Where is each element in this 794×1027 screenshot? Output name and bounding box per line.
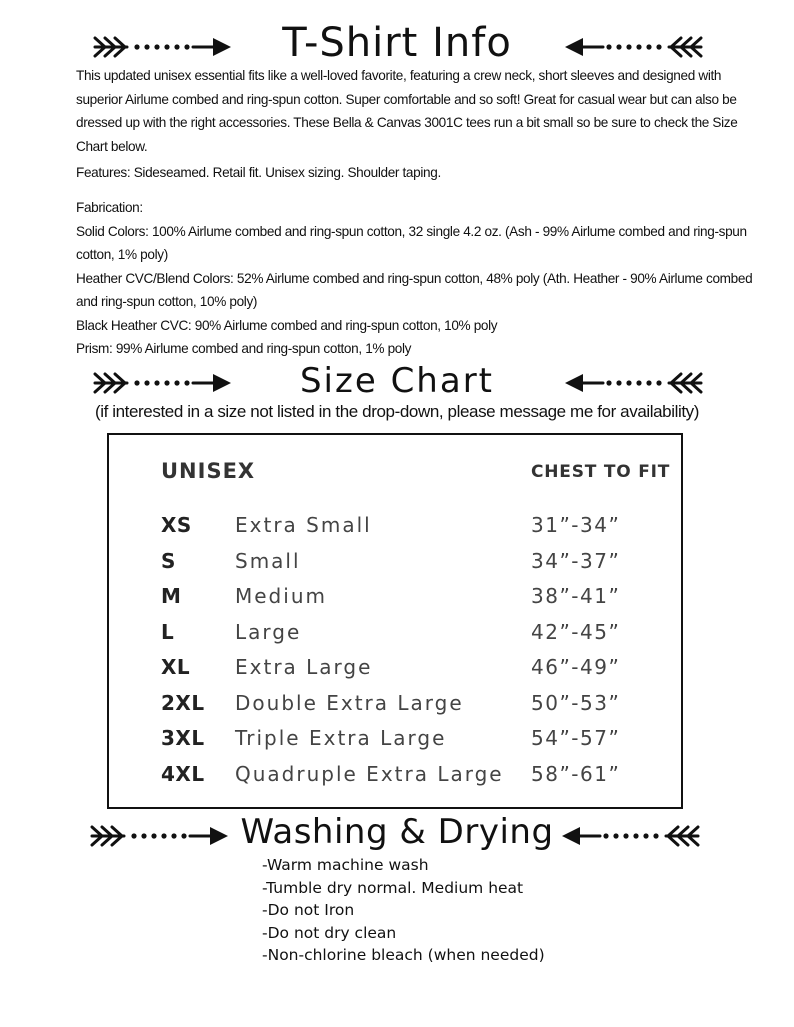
list-item: -Tumble dry normal. Medium heat <box>262 878 524 897</box>
size-name: Triple Extra Large <box>235 726 447 750</box>
table-row <box>109 620 681 654</box>
chest-measurement: 42”-45” <box>531 619 621 644</box>
size-code: S <box>161 548 176 573</box>
chest-measurement: 50”-53” <box>531 690 621 715</box>
size-chart-note: (if interested in a size not listed in the drop-down, please message me for availability) <box>94 402 700 421</box>
table-row <box>109 549 681 583</box>
features-text: Features: Sideseamed. Retail fit. Unisex sizing. Shoulder taping. <box>76 165 441 180</box>
intro-text: This updated unisex essential fits like a well-loved favorite, featuring a crew neck, short sleeves and designed with superior Airlume combed and ring-spun cotton. Super comfortable and so soft! Great for casual wear but can also be dressed up with the right accessories. These Bella & Canvas 3001C tees run a bit small so be sure to check the Size Chart below. <box>76 68 738 154</box>
page-title: T-Shirt Info <box>282 20 512 66</box>
table-row <box>109 762 681 796</box>
size-code: XL <box>161 655 191 679</box>
fabrication-prism: Prism: 99% Airlume combed and ring-spun cotton, 1% poly <box>76 341 412 356</box>
list-item: -Warm machine wash <box>262 856 429 874</box>
chest-measurement: 46”-49” <box>531 655 621 679</box>
size-code: 3XL <box>161 726 205 750</box>
features-block <box>76 161 766 185</box>
list-item: -Do not Iron <box>262 901 355 920</box>
list-item: -Non-chlorine bleach (when needed) <box>262 946 545 965</box>
table-row <box>109 726 681 760</box>
size-code: M <box>161 584 182 608</box>
product-description <box>76 64 766 158</box>
size-chart-title: Size Chart <box>299 361 495 401</box>
header-unisex: UNISEX <box>161 459 256 483</box>
fabrication-black-heather: Black Heather CVC: 90% Airlume combed and ring-spun cotton, 10% poly <box>76 317 498 333</box>
size-code: L <box>161 619 175 644</box>
size-name: Quadruple Extra Large <box>235 761 504 786</box>
size-name: Extra Large <box>235 655 373 679</box>
washing-instructions <box>262 854 662 967</box>
chest-measurement: 54”-57” <box>531 726 621 750</box>
size-name: Extra Small <box>235 513 372 537</box>
list-item: -Do not dry clean <box>262 923 397 942</box>
size-name: Large <box>235 619 302 644</box>
size-code: 4XL <box>161 761 205 786</box>
chest-measurement: 38”-41” <box>531 584 621 608</box>
size-name: Double Extra Large <box>235 690 464 715</box>
fabrication-heather: Heather CVC/Blend Colors: 52% Airlume combed and ring-spun cotton, 48% poly (Ath. Heather - 90% Airlume combed and ring-spun cotton, 10% poly) <box>76 270 753 309</box>
size-name: Small <box>235 548 301 573</box>
chest-measurement: 58”-61” <box>531 761 621 786</box>
fabrication-solid: Solid Colors: 100% Airlume combed and ring-spun cotton, 32 single 4.2 oz. (Ash - 99% Airlume combed and ring-spun cotton, 1% poly) <box>76 223 747 262</box>
size-name: Medium <box>235 584 327 608</box>
size-code: 2XL <box>161 690 205 715</box>
header-chest-to-fit: CHEST TO FIT <box>531 462 671 482</box>
table-row <box>109 655 681 689</box>
chest-measurement: 34”-37” <box>531 548 621 573</box>
chest-measurement: 31”-34” <box>531 513 621 537</box>
table-row <box>109 513 681 547</box>
size-chart-table <box>107 433 683 809</box>
size-code: XS <box>161 513 192 537</box>
washing-title: Washing & Drying <box>240 812 554 852</box>
table-row <box>109 691 681 725</box>
fabrication-block <box>76 196 766 361</box>
fabrication-label: Fabrication: <box>76 200 143 215</box>
table-row <box>109 584 681 618</box>
